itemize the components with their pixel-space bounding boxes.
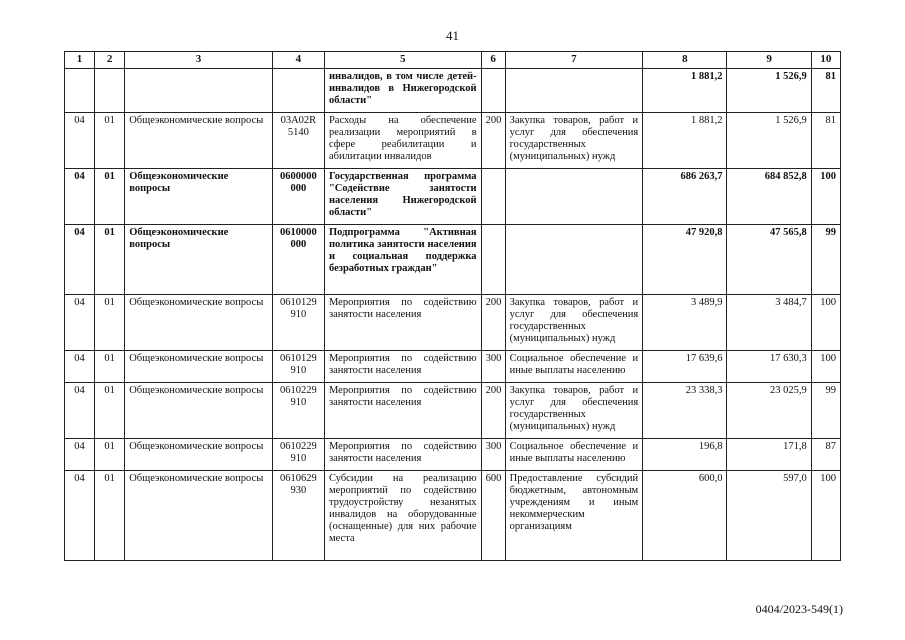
- col-header-3: 3: [125, 52, 273, 69]
- section-cell: 04: [65, 439, 95, 471]
- col-header-5: 5: [324, 52, 481, 69]
- description-cell: Расходы на обеспечение реализации мероприятий в сфере реабилитации и абилитации инвалидов: [324, 113, 481, 169]
- table-row: [65, 225, 841, 295]
- actual-amount-cell: 3 484,7: [727, 295, 811, 351]
- section-cell: 04: [65, 113, 95, 169]
- col-header-8: 8: [643, 52, 727, 69]
- section-cell: 04: [65, 351, 95, 383]
- target-code-cell: 0610129 910: [272, 351, 324, 383]
- expense-name-cell: [505, 225, 643, 295]
- target-code-cell: 0600000 000: [272, 169, 324, 225]
- target-code-cell: 0610129 910: [272, 295, 324, 351]
- actual-amount-cell: 23 025,9: [727, 383, 811, 439]
- planned-amount-cell: 600,0: [643, 471, 727, 561]
- table-row: [65, 69, 841, 113]
- percent-cell: 100: [811, 471, 840, 561]
- percent-cell: 100: [811, 351, 840, 383]
- budget-table: [64, 51, 841, 561]
- col-header-1: 1: [65, 52, 95, 69]
- description-cell: Мероприятия по содействию занятости населения: [324, 351, 481, 383]
- section-cell: 04: [65, 383, 95, 439]
- subsection-cell: 01: [95, 225, 125, 295]
- expense-type-cell: 200: [481, 295, 505, 351]
- actual-amount-cell: 171,8: [727, 439, 811, 471]
- description-cell: инвалидов, в том числе детей-инвалидов в Нижегородской области": [324, 69, 481, 113]
- table-row: [65, 295, 841, 351]
- table-row: [65, 439, 841, 471]
- planned-amount-cell: 1 881,2: [643, 113, 727, 169]
- section-name-cell: [125, 69, 273, 113]
- planned-amount-cell: 196,8: [643, 439, 727, 471]
- target-code-cell: 0610629 930: [272, 471, 324, 561]
- actual-amount-cell: 17 630,3: [727, 351, 811, 383]
- actual-amount-cell: 597,0: [727, 471, 811, 561]
- section-name-cell: Общеэкономические вопросы: [125, 169, 273, 225]
- table-row: [65, 351, 841, 383]
- percent-cell: 87: [811, 439, 840, 471]
- table-body: [65, 69, 841, 561]
- col-header-9: 9: [727, 52, 811, 69]
- subsection-cell: 01: [95, 169, 125, 225]
- subsection-cell: 01: [95, 383, 125, 439]
- section-name-cell: Общеэкономические вопросы: [125, 471, 273, 561]
- section-name-cell: Общеэкономические вопросы: [125, 439, 273, 471]
- subsection-cell: [95, 69, 125, 113]
- col-header-2: 2: [95, 52, 125, 69]
- description-cell: Субсидии на реализацию мероприятий по содействию трудоустройству незанятых инвалидов на оборудованные (оснащенные) для них рабочие места: [324, 471, 481, 561]
- expense-name-cell: Закупка товаров, работ и услуг для обеспечения государственных (муниципальных) нужд: [505, 383, 643, 439]
- planned-amount-cell: 3 489,9: [643, 295, 727, 351]
- percent-cell: 99: [811, 383, 840, 439]
- target-code-cell: 0610229 910: [272, 439, 324, 471]
- percent-cell: 100: [811, 169, 840, 225]
- col-header-4: 4: [272, 52, 324, 69]
- expense-name-cell: Социальное обеспечение и иные выплаты населению: [505, 439, 643, 471]
- actual-amount-cell: 1 526,9: [727, 113, 811, 169]
- section-name-cell: Общеэкономические вопросы: [125, 225, 273, 295]
- planned-amount-cell: 686 263,7: [643, 169, 727, 225]
- section-cell: 04: [65, 471, 95, 561]
- planned-amount-cell: 17 639,6: [643, 351, 727, 383]
- description-cell: Подпрограмма "Активная политика занятости населения и социальная поддержка безработных граждан": [324, 225, 481, 295]
- expense-name-cell: Закупка товаров, работ и услуг для обеспечения государственных (муниципальных) нужд: [505, 113, 643, 169]
- description-cell: Мероприятия по содействию занятости населения: [324, 295, 481, 351]
- planned-amount-cell: 23 338,3: [643, 383, 727, 439]
- expense-type-cell: [481, 69, 505, 113]
- table-row: [65, 113, 841, 169]
- target-code-cell: 03А02R 5140: [272, 113, 324, 169]
- col-header-6: 6: [481, 52, 505, 69]
- expense-type-cell: [481, 225, 505, 295]
- section-cell: 04: [65, 225, 95, 295]
- expense-type-cell: 200: [481, 383, 505, 439]
- description-cell: Мероприятия по содействию занятости населения: [324, 439, 481, 471]
- actual-amount-cell: 684 852,8: [727, 169, 811, 225]
- subsection-cell: 01: [95, 471, 125, 561]
- section-cell: 04: [65, 169, 95, 225]
- expense-name-cell: [505, 169, 643, 225]
- expense-type-cell: [481, 169, 505, 225]
- subsection-cell: 01: [95, 113, 125, 169]
- subsection-cell: 01: [95, 439, 125, 471]
- section-cell: 04: [65, 295, 95, 351]
- target-code-cell: [272, 69, 324, 113]
- section-name-cell: Общеэкономические вопросы: [125, 113, 273, 169]
- percent-cell: 99: [811, 225, 840, 295]
- table-row: [65, 383, 841, 439]
- target-code-cell: 0610000 000: [272, 225, 324, 295]
- description-cell: Государственная программа "Содействие занятости населения Нижегородской области": [324, 169, 481, 225]
- target-code-cell: 0610229 910: [272, 383, 324, 439]
- col-header-7: 7: [505, 52, 643, 69]
- document-code: 0404/2023-549(1): [755, 602, 843, 616]
- percent-cell: 81: [811, 113, 840, 169]
- table-row: [65, 169, 841, 225]
- percent-cell: 81: [811, 69, 840, 113]
- planned-amount-cell: 1 881,2: [643, 69, 727, 113]
- section-name-cell: Общеэкономические вопросы: [125, 383, 273, 439]
- expense-name-cell: Предоставление субсидий бюджетным, автономным учреждениям и иным некоммерческим организациям: [505, 471, 643, 561]
- expense-name-cell: [505, 69, 643, 113]
- section-name-cell: Общеэкономические вопросы: [125, 295, 273, 351]
- subsection-cell: 01: [95, 295, 125, 351]
- expense-name-cell: Социальное обеспечение и иные выплаты населению: [505, 351, 643, 383]
- expense-type-cell: 200: [481, 113, 505, 169]
- page-number: 41: [446, 28, 459, 43]
- section-cell: [65, 69, 95, 113]
- table-row: [65, 471, 841, 561]
- actual-amount-cell: 47 565,8: [727, 225, 811, 295]
- percent-cell: 100: [811, 295, 840, 351]
- header-row: [65, 52, 841, 69]
- col-header-10: 10: [811, 52, 840, 69]
- actual-amount-cell: 1 526,9: [727, 69, 811, 113]
- section-name-cell: Общеэкономические вопросы: [125, 351, 273, 383]
- subsection-cell: 01: [95, 351, 125, 383]
- expense-type-cell: 600: [481, 471, 505, 561]
- description-cell: Мероприятия по содействию занятости населения: [324, 383, 481, 439]
- expense-type-cell: 300: [481, 439, 505, 471]
- planned-amount-cell: 47 920,8: [643, 225, 727, 295]
- expense-type-cell: 300: [481, 351, 505, 383]
- expense-name-cell: Закупка товаров, работ и услуг для обеспечения государственных (муниципальных) нужд: [505, 295, 643, 351]
